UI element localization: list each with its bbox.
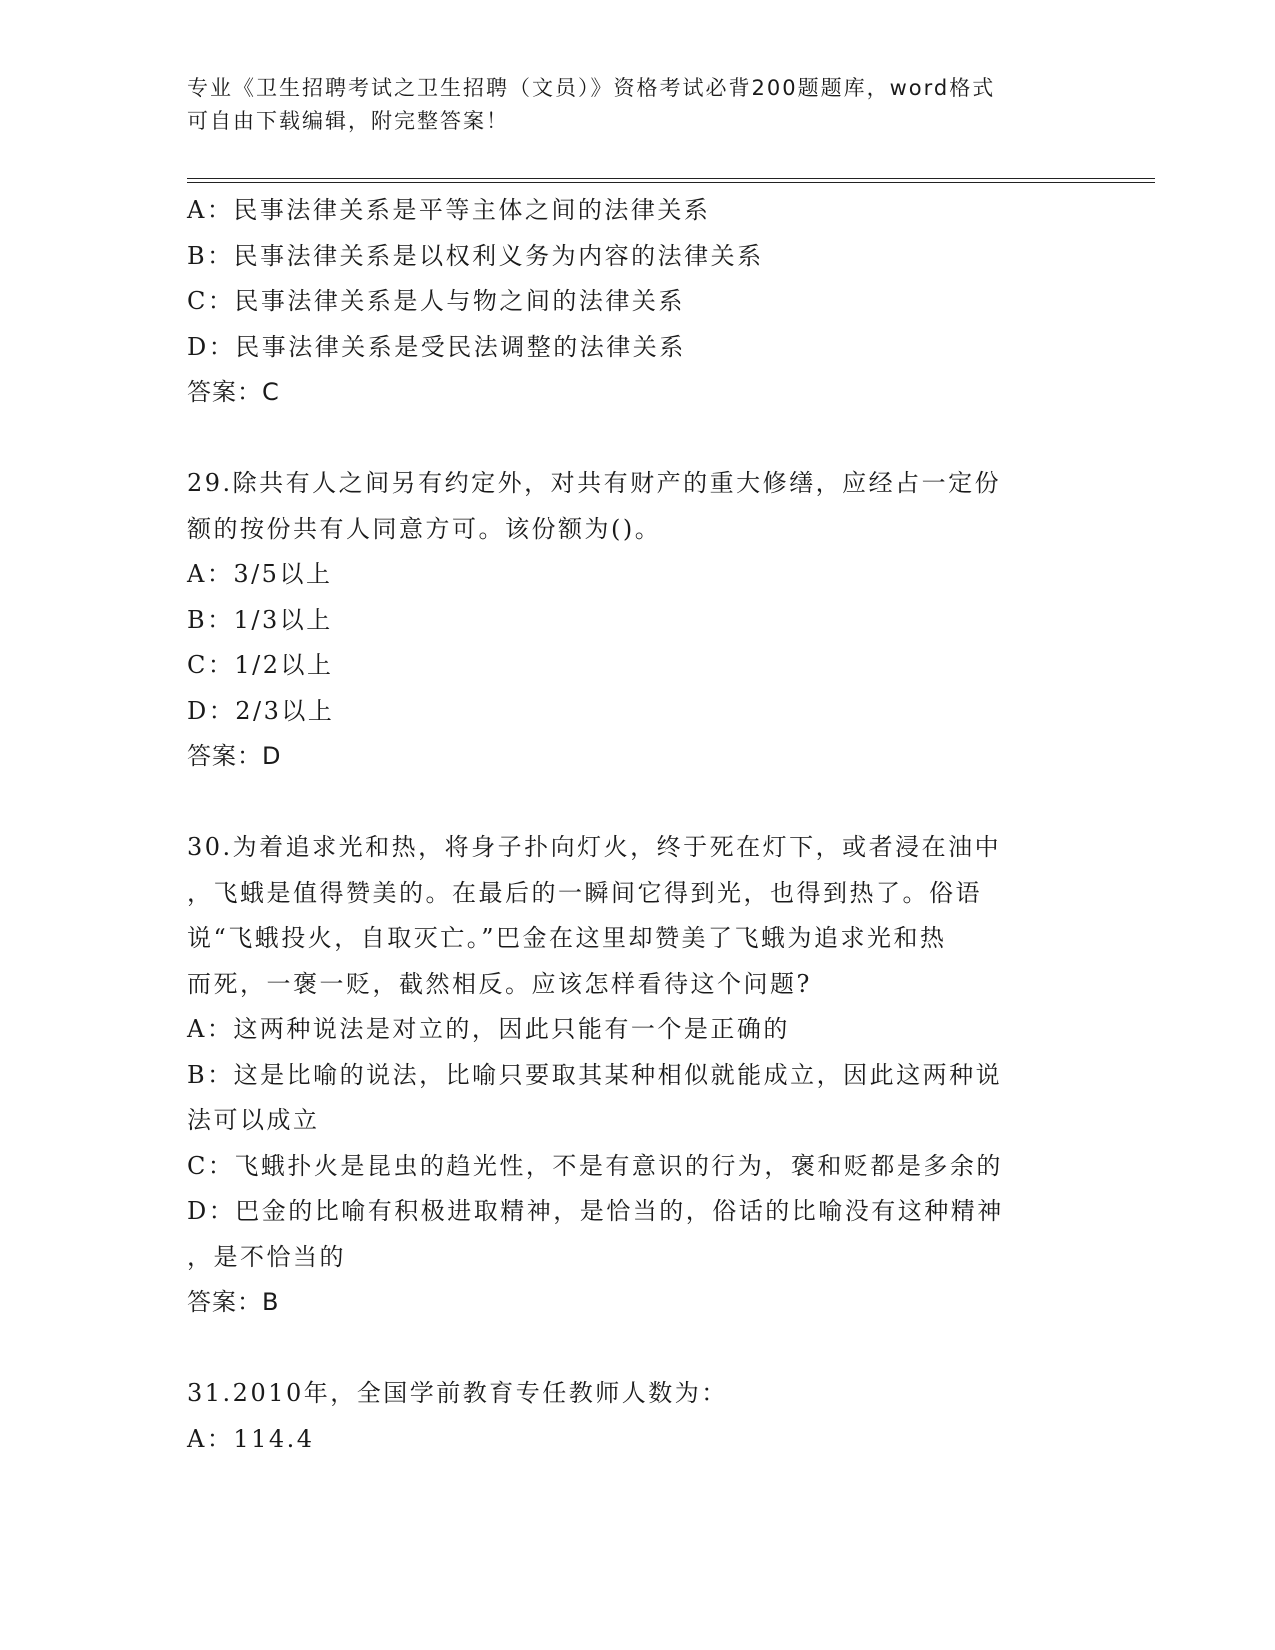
question-text: 30.为着追求光和热，将身子扑向灯火，终于死在灯下，或者浸在油中 [187,833,1002,861]
option-d: D：巴金的比喻有积极进取精神，是恰当的，俗话的比喻没有这种精神 [187,1197,1004,1225]
question-28-continued [187,188,1077,416]
question-text: ，飞蛾是值得赞美的。在最后的一瞬间它得到光，也得到热了。俗语 [187,878,982,907]
header-title-line-1: 专业《卫生招聘考试之卫生招聘（文员）》资格考试必背200题题库，word格式 [187,76,996,100]
answer: 答案：C [187,378,280,406]
question-29 [187,461,1077,780]
answer: 答案：D [187,742,282,770]
option-c: C：民事法律关系是人与物之间的法律关系 [187,287,685,315]
option-b: B：1/3以上 [187,605,333,634]
question-text: 31.2010年，全国学前教育专任教师人数为： [187,1379,728,1407]
option-a: A：民事法律关系是平等主体之间的法律关系 [187,196,711,224]
question-text: 而死，一褒一贬，截然相反。应该怎样看待这个问题? [187,969,812,998]
question-text: 29.除共有人之间另有约定外，对共有财产的重大修缮，应经占一定份 [187,469,1002,497]
option-a: A：这两种说法是对立的，因此只能有一个是正确的 [187,1015,790,1043]
option-b-continued: 法可以成立 [187,1106,320,1134]
answer: 答案：B [187,1288,280,1316]
question-content [187,188,1077,1462]
option-c: C：1/2以上 [187,651,334,679]
option-b: B：民事法律关系是以权利义务为内容的法律关系 [187,241,764,270]
option-b: B：这是比喻的说法，比喻只要取其某种相似就能成立，因此这两种说 [187,1060,1003,1089]
option-d: D：2/3以上 [187,696,335,725]
document-header [187,72,1067,138]
header-title-line-2: 可自由下载编辑，附完整答案！ [187,109,509,133]
question-30 [187,825,1077,1326]
question-text: 额的按份共有人同意方可。该份额为()。 [187,514,662,543]
option-c: C：飞蛾扑火是昆虫的趋光性，不是有意识的行为，褒和贬都是多余的 [187,1151,1003,1180]
header-divider [187,178,1155,183]
question-text: 说“飞蛾投火，自取灭亡。”巴金在这里却赞美了飞蛾为追求光和热 [187,924,947,952]
option-d: D：民事法律关系是受民法调整的法律关系 [187,332,686,361]
option-d-continued: ，是不恰当的 [187,1242,346,1271]
option-a: A：3/5以上 [187,560,333,588]
option-a: A：114.4 [187,1424,315,1453]
question-31 [187,1371,1077,1462]
